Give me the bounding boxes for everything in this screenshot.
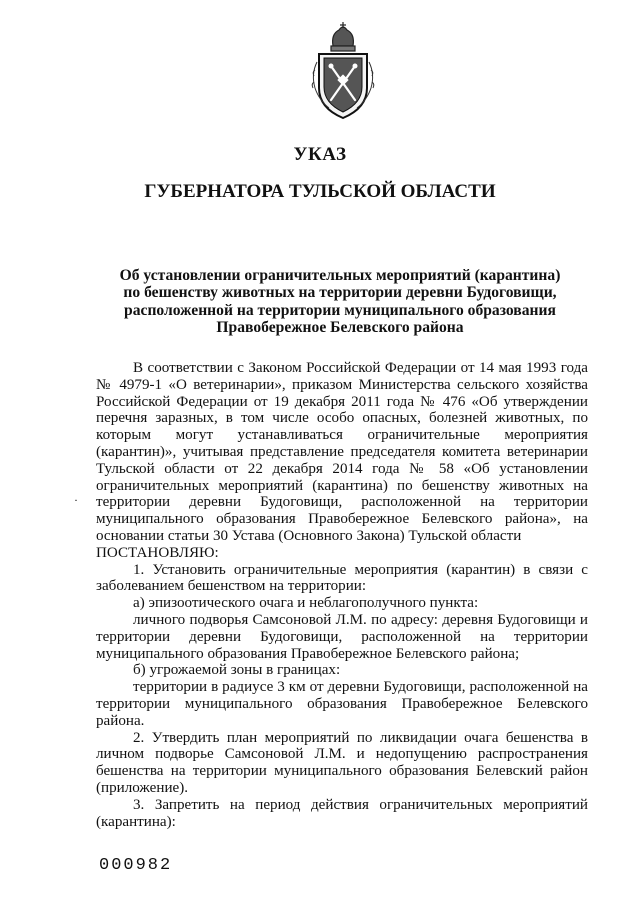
decree-word: ПОСТАНОВЛЯЮ:	[96, 544, 219, 561]
clause-3: 3. Запретить на период действия ограничительных мероприятий (карантина):	[96, 796, 588, 830]
clause-1b-text: территории в радиусе 3 км от деревни Будоговищи, расположенной на территории муниципального образования Правобережное Белевского района.	[96, 679, 588, 729]
clause-1a: а) эпизоотического очага и неблагополучного пункта:	[133, 595, 479, 612]
document-type-title: УКАЗ	[293, 144, 347, 165]
clause-2: 2. Утвердить план мероприятий по ликвидации очага бешенства в личном подворье Самсоновой Л.М. и недопущению распространения бешенства на территории муниципального образования Белевский район (приложение).	[96, 729, 588, 796]
serial-number: 000982	[99, 856, 173, 875]
scan-speck: ·	[74, 493, 78, 507]
subject-line: расположенной на территории муниципального образования	[124, 301, 556, 319]
tula-coat-of-arms-emblem	[309, 22, 377, 120]
clause-1a-text: личного подворья Самсоновой Л.М. по адресу: деревня Будоговищи и территории деревни Будоговищи, расположенной на территории муниципального образования Правобережное Белевского района;	[96, 611, 588, 662]
subject-line: по бешенству животных на территории деревни Будоговищи,	[123, 284, 557, 302]
issuer-title: ГУБЕРНАТОРА ТУЛЬСКОЙ ОБЛАСТИ	[144, 181, 496, 202]
decree-body	[96, 360, 588, 830]
clause-1b: б) угрожаемой зоны в границах:	[133, 662, 341, 679]
subject-line: Об установлении ограничительных мероприятий (карантина)	[119, 267, 561, 284]
preamble-paragraph: В соответствии с Законом Российской Федерации от 14 мая 1993 года № 4979-1 «О ветеринарии», приказом Министерства сельского хозяйства Российской Федерации от 19 декабря 2011 года № 476 «Об утверждении перечня заразных, в том числе особо опасных, болезней животных, по которым могут устанавливаться ограничительные мероприятия (карантин)», учитывая представление председателя комитета ветеринарии Тульской области от 22 декабря 2014 года № 58 «Об установлении ограничительных мероприятий (карантина) по бешенству животных на территории деревни Будоговищи, расположенной на территории муниципального образования Правобережное Белевского района», на основании статьи 30 Устава (Основного Закона) Тульской области	[96, 360, 588, 544]
decree-subject	[96, 267, 584, 337]
clause-1: 1. Установить ограничительные мероприятия (карантин) в связи с заболеванием бешенством на территории:	[96, 561, 588, 595]
subject-line: Правобережное Белевского района	[216, 319, 464, 337]
